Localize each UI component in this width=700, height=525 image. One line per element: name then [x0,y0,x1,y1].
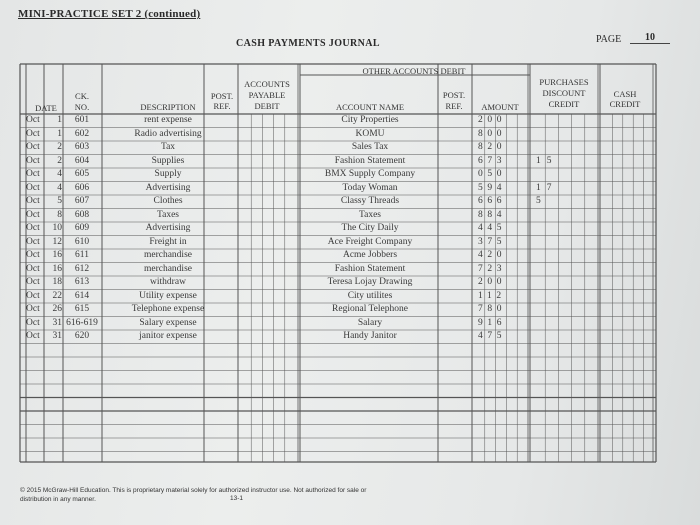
entry-check-number: 604 [74,155,90,166]
entry-amount: 594 [478,182,507,193]
entry-check-number: 609 [74,223,90,233]
entry-day: 16 [52,250,62,260]
entry-description: Telephone expense [131,304,205,314]
entry-day: 16 [52,263,62,274]
entry-month: Oct [26,223,40,233]
entry-amount: 112 [478,290,506,301]
entry-description: merchandise [143,250,192,260]
header-purchases-2: DISCOUNT [542,88,586,98]
entry-account-name: Fashion Statement [334,155,406,166]
entry-month: Oct [26,250,40,260]
page-number: 10 [630,32,670,44]
entry-amount: 420 [478,250,507,260]
entry-check-number: 608 [74,209,90,220]
entry-month: Oct [26,115,40,125]
header-cash-2: CREDIT [609,99,641,109]
entry-month: Oct [26,304,40,314]
header-ap-1: ACCOUNTS [244,79,290,89]
entry-description: Radio advertising [134,128,202,139]
page-label: PAGE [596,34,622,45]
entry-amount: 820 [478,142,507,152]
header-ck-2: NO. [74,102,90,112]
entry-account-name: BMX Supply Company [324,169,416,179]
entry-description: Utility expense [139,290,197,301]
entry-day: 10 [52,223,62,233]
entry-account-name: Classy Threads [340,196,400,206]
entry-month: Oct [26,169,40,179]
entry-day: 18 [52,277,62,287]
header-purchases-1: PURCHASES [539,77,589,87]
entry-account-name: Acme Jobbers [342,250,398,260]
entry-month: Oct [26,236,40,247]
entry-check-number: 611 [75,250,89,260]
header-other-accounts: OTHER ACCOUNTS DEBIT [362,66,466,76]
header-cash-1: CASH [613,89,637,99]
entry-day: 22 [52,290,62,301]
entry-description: Supply [154,169,182,179]
entry-description: withdraw [150,277,186,287]
entry-account-name: Fashion Statement [334,263,406,274]
entry-check-number: 607 [74,196,90,206]
entry-check-number: 612 [74,263,90,274]
entry-description: Freight in [149,236,187,247]
entry-month: Oct [26,196,40,206]
entry-account-name: Taxes [358,209,382,220]
entry-check-number: 615 [74,304,90,314]
entry-check-number: 601 [74,115,90,125]
section-title: MINI-PRACTICE SET 2 (continued) [18,8,201,20]
entry-account-name: Handy Janitor [343,331,397,341]
header-other-post-1: POST. [442,90,466,100]
header-purchases-3: CREDIT [548,99,580,109]
entry-account-name: Sales Tax [351,142,389,152]
entry-amount: 780 [478,304,507,314]
entry-day: 8 [57,209,62,220]
page-code: 13-1 [230,495,244,502]
header-post-ref-2: REF. [213,101,231,111]
entry-description: merchandise [143,263,192,274]
entry-description: Taxes [156,209,180,220]
entry-check-number: 610 [74,236,90,247]
entry-month: Oct [26,290,40,301]
entry-month: Oct [26,317,40,328]
copyright-line-1: © 2015 McGraw-Hill Education. This is proprietary material solely for authorized instructor use. Not authorized for sale or [20,487,367,494]
header-other-post-2: REF. [445,101,463,111]
entry-amount: 375 [478,236,507,247]
entry-amount: 800 [478,128,507,139]
entry-amount: 916 [478,317,507,328]
entry-amount: 050 [478,169,507,179]
entry-day: 2 [57,155,62,166]
entry-account-name: Regional Telephone [332,304,408,314]
header-amount: AMOUNT [481,102,519,112]
entry-description: Supplies [151,155,185,166]
entry-day: 31 [52,331,62,341]
header-date: DATE [35,103,57,113]
entry-description: Clothes [153,196,183,206]
entry-description: Salary expense [139,317,197,328]
entry-account-name: City Properties [341,115,399,125]
entry-purchases-discount: 17 [536,182,558,193]
entry-month: Oct [26,142,40,152]
entry-month: Oct [26,155,40,166]
entry-description: rent expense [144,115,192,125]
entry-account-name: KOMU [355,128,385,139]
entry-check-number: 606 [74,182,90,193]
entry-account-name: Salary [357,317,383,328]
header-ap-2: PAYABLE [248,90,286,100]
header-description: DESCRIPTION [140,102,196,112]
entry-month: Oct [26,263,40,274]
entry-account-name: Ace Freight Company [327,236,413,247]
header-account-name: ACCOUNT NAME [335,102,405,112]
entry-amount: 445 [478,223,507,233]
entry-month: Oct [26,277,40,287]
entry-amount: 200 [478,277,507,287]
entry-check-number: 614 [74,290,90,301]
entry-description: Tax [160,142,176,152]
entry-amount: 666 [478,196,507,206]
entry-day: 5 [57,196,62,206]
journal-title: CASH PAYMENTS JOURNAL [236,38,380,49]
entry-day: 4 [57,182,62,193]
entry-purchases-discount: 15 [536,155,558,166]
entry-amount: 200 [478,115,507,125]
entry-check-number: 605 [74,169,90,179]
entry-month: Oct [26,209,40,220]
entry-day: 2 [57,142,62,152]
copyright-line-2: distribution in any manner. [20,496,96,503]
entry-amount: 673 [478,155,507,166]
entry-check-number: 616-619 [66,317,98,328]
entry-account-name: The City Daily [341,223,399,233]
entry-day: 12 [52,236,62,247]
copyright-notice [20,486,366,504]
entry-check-number: 620 [74,331,90,341]
entry-purchases-discount: 5 [536,196,547,206]
entry-amount: 475 [478,331,507,341]
entry-month: Oct [26,331,40,341]
entry-account-name: Today Woman [342,182,398,193]
entry-day: 1 [57,128,62,139]
entry-check-number: 613 [74,277,90,287]
entry-description: Advertising [145,182,191,193]
entry-day: 4 [57,169,62,179]
header-ap-3: DEBIT [254,101,280,111]
entry-amount: 884 [478,209,507,220]
entry-account-name: City utilites [347,290,393,301]
entry-description: janitor expense [139,331,197,341]
entry-description: Advertising [145,223,191,233]
entry-day: 26 [52,304,62,314]
entry-check-number: 602 [74,128,90,139]
entry-amount: 723 [478,263,507,274]
entry-day: 31 [52,317,62,328]
entry-account-name: Teresa Lojay Drawing [327,277,413,287]
entry-month: Oct [26,182,40,193]
header-post-ref-1: POST. [210,91,234,101]
entry-month: Oct [26,128,40,139]
entry-day: 1 [57,115,62,125]
entry-check-number: 603 [74,142,90,152]
header-ck-1: CK. [75,91,89,101]
